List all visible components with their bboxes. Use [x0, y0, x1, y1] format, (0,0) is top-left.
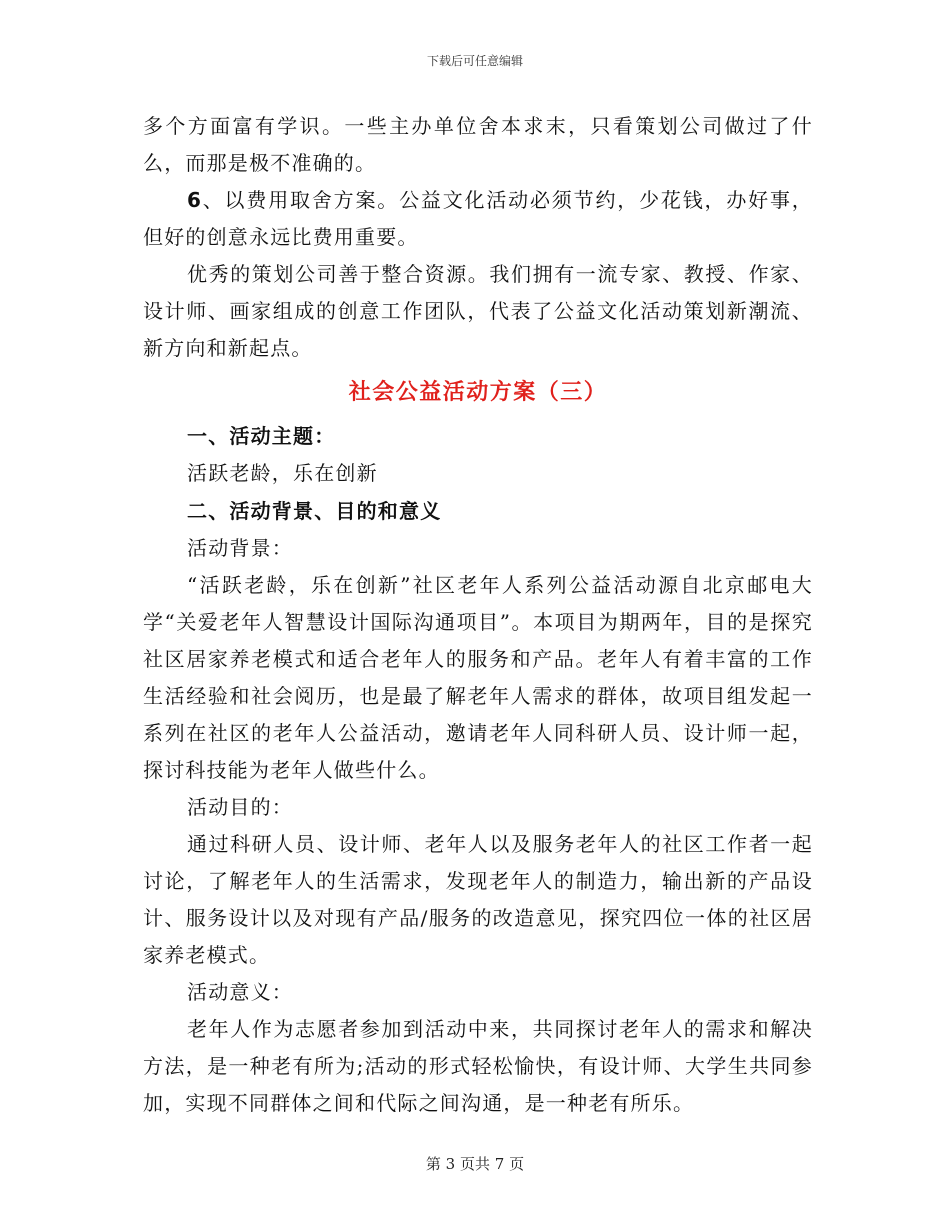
background-label: 活动背景：	[187, 536, 293, 560]
theme-text: 活跃老龄，乐在创新	[187, 461, 378, 485]
heading-background: 二、活动背景、目的和意义	[187, 499, 442, 523]
meaning-text: 老年人作为志愿者参加到活动中来，共同探讨老年人的需求和解决方法，是一种老有所为;活动的形式轻松愉快，有设计师、大学生共同参加，实现不同群体之间和代际之间沟通，是一种老有所乐。	[143, 1017, 813, 1115]
meaning-label: 活动意义：	[187, 980, 293, 1004]
paragraph-resources: 优秀的策划公司善于整合资源。我们拥有一流专家、教授、作家、设计师、画家组成的创意工作团队，代表了公益文化活动策划新潮流、新方向和新起点。	[143, 262, 813, 360]
purpose-label: 活动目的：	[187, 795, 293, 819]
point-number: 6	[187, 188, 203, 212]
section-title: 社会公益活动方案（三）	[348, 380, 608, 405]
page-footer: 第 3 页共 7 页	[425, 1155, 525, 1173]
paragraph-continuation: 多个方面富有学识。一些主办单位舍本求末，只看策划公司做过了什么，而那是极不准确的。	[143, 114, 813, 175]
paragraph-point-6	[143, 182, 813, 256]
point-text: 、以费用取舍方案。公益文化活动必须节约，少花钱，办好事，但好的创意永远比费用重要。	[143, 188, 813, 249]
document-body	[143, 108, 813, 1122]
background-text: “活跃老龄，乐在创新”社区老年人系列公益活动源自北京邮电大学“关爱老年人智慧设计国际沟通项目”。本项目为期两年，目的是探究社区居家养老模式和适合老年人的服务和产品。老年人有着丰富的工作生活经验和社会阅历，也是最了解老年人需求的群体，故项目组发起一系列在社区的老年人公益活动，邀请老年人同科研人员、设计师一起，探讨科技能为老年人做些什么。	[143, 573, 813, 782]
page-header: 下载后可任意编辑	[426, 54, 523, 68]
purpose-text: 通过科研人员、设计师、老年人以及服务老年人的社区工作者一起讨论，了解老年人的生活需求，发现老年人的制造力，输出新的产品设计、服务设计以及对现有产品/服务的改造意见，探究四位一体的社区居家养老模式。	[143, 832, 813, 967]
heading-theme: 一、活动主题：	[187, 424, 336, 448]
